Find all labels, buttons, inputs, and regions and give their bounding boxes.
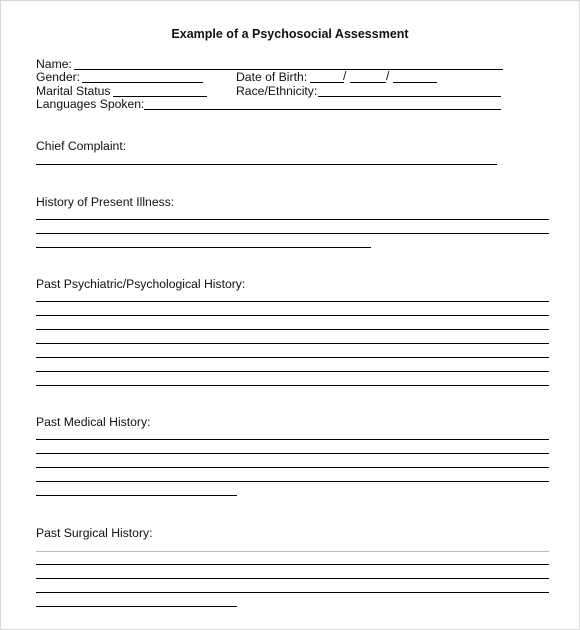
history-present-illness-line[interactable] <box>36 247 371 248</box>
past-psychiatric-history-line[interactable] <box>36 343 549 344</box>
gender-label: Gender: <box>36 70 81 84</box>
past-psychiatric-history-line[interactable] <box>36 301 549 302</box>
past-psychiatric-history-label: Past Psychiatric/Psychological History: <box>36 277 246 291</box>
past-surgical-history-line[interactable] <box>36 592 549 593</box>
history-present-illness-label: History of Present Illness: <box>36 195 175 209</box>
past-medical-history-line[interactable] <box>36 467 549 468</box>
race-ethnicity-label: Race/Ethnicity: <box>236 84 318 98</box>
past-surgical-history-line[interactable] <box>36 606 237 607</box>
past-medical-history-line[interactable] <box>36 453 549 454</box>
marital-status-label: Marital Status <box>36 84 111 98</box>
dob-day-field[interactable] <box>350 82 386 83</box>
past-psychiatric-history-line[interactable] <box>36 385 549 386</box>
history-present-illness-line[interactable] <box>36 219 549 220</box>
languages-spoken-field[interactable] <box>144 109 501 110</box>
past-surgical-history-line[interactable] <box>36 564 549 565</box>
past-surgical-history-line[interactable] <box>36 551 549 552</box>
history-present-illness-line[interactable] <box>36 233 549 234</box>
gender-field[interactable] <box>82 82 203 83</box>
past-psychiatric-history-line[interactable] <box>36 315 549 316</box>
past-psychiatric-history-line[interactable] <box>36 371 549 372</box>
past-medical-history-label: Past Medical History: <box>36 415 151 429</box>
chief-complaint-label: Chief Complaint: <box>36 139 127 153</box>
past-medical-history-line[interactable] <box>36 481 549 482</box>
dob-separator-1: / <box>343 69 347 83</box>
race-ethnicity-field[interactable] <box>318 96 501 97</box>
chief-complaint-line[interactable] <box>36 164 497 165</box>
past-psychiatric-history-line[interactable] <box>36 357 549 358</box>
past-medical-history-line[interactable] <box>36 495 237 496</box>
past-medical-history-line[interactable] <box>36 439 549 440</box>
languages-spoken-label: Languages Spoken: <box>36 97 145 111</box>
dob-year-field[interactable] <box>393 82 437 83</box>
past-psychiatric-history-line[interactable] <box>36 329 549 330</box>
date-of-birth-label: Date of Birth: <box>236 70 308 84</box>
document-title: Example of a Psychosocial Assessment <box>171 27 409 41</box>
dob-separator-2: / <box>386 69 390 83</box>
past-surgical-history-label: Past Surgical History: <box>36 526 153 540</box>
past-surgical-history-line[interactable] <box>36 578 549 579</box>
name-label: Name: <box>36 57 72 71</box>
dob-month-field[interactable] <box>310 82 344 83</box>
